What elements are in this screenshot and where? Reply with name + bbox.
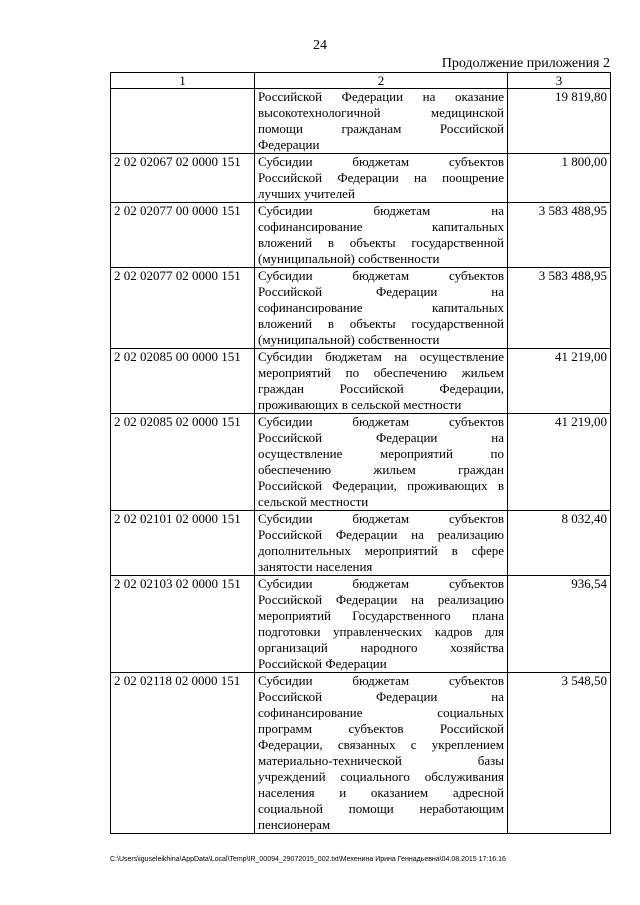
revenue-description (255, 576, 508, 673)
description-last-line: (муниципальной) собственности (258, 251, 440, 266)
description-line: софинансирование социальных (258, 705, 504, 720)
description-line: Российской Федерации на (258, 430, 504, 445)
description-line: программ субъектов Российской (258, 721, 504, 736)
description-line: мероприятий Государственного плана (258, 608, 504, 623)
amount: 936,54 (508, 576, 611, 673)
table-row (111, 414, 611, 511)
table-header-row (111, 73, 611, 89)
amount: 3 548,50 (508, 673, 611, 834)
description-line: подготовки управленческих кадров для (258, 624, 504, 639)
description-line: материально-технической базы (258, 753, 504, 768)
header-col-2: 2 (255, 73, 508, 89)
description-line: Субсидии бюджетам субъектов (258, 673, 504, 688)
description-line: Субсидии бюджетам на (258, 203, 504, 218)
budget-code (111, 89, 255, 154)
continuation-label: Продолжение приложения 2 (441, 56, 610, 71)
table-row (111, 268, 611, 349)
description-last-line: лучших учителей (258, 186, 355, 201)
table-row (111, 154, 611, 203)
appendix-table (110, 72, 611, 834)
description-last-line: Федерации (258, 137, 320, 152)
table-row (111, 576, 611, 673)
description-line: вложений в объекты государственной (258, 235, 504, 250)
description-line: помощи гражданам Российской (258, 121, 504, 136)
budget-code: 2 02 02101 02 0000 151 (111, 511, 255, 576)
description-last-line: (муниципальной) собственности (258, 332, 440, 347)
budget-code: 2 02 02077 00 0000 151 (111, 203, 255, 268)
description-line: граждан Российской Федерации, (258, 381, 504, 396)
description-line: софинансирование капитальных (258, 219, 504, 234)
description-line: Российской Федерации на (258, 689, 504, 704)
table-row (111, 203, 611, 268)
description-line: Субсидии бюджетам субъектов (258, 576, 504, 591)
description-line: высокотехнологичной медицинской (258, 105, 504, 120)
revenue-description (255, 154, 508, 203)
revenue-description (255, 673, 508, 834)
description-last-line: сельской местности (258, 494, 369, 509)
description-line: Российской Федерации на реализацию (258, 592, 504, 607)
description-line: Российской Федерации, проживающих в (258, 478, 504, 493)
description-line: Субсидии бюджетам субъектов (258, 414, 504, 429)
description-line: Федерации, связанных с укреплением (258, 737, 504, 752)
description-line: Российской Федерации на поощрение (258, 170, 504, 185)
budget-code: 2 02 02085 00 0000 151 (111, 349, 255, 414)
description-line: Субсидии бюджетам субъектов (258, 154, 504, 169)
description-last-line: проживающих в сельской местности (258, 397, 462, 412)
revenue-description (255, 203, 508, 268)
amount: 8 032,40 (508, 511, 611, 576)
amount: 1 800,00 (508, 154, 611, 203)
description-line: Российской Федерации на оказание (258, 89, 504, 104)
budget-code: 2 02 02118 02 0000 151 (111, 673, 255, 834)
amount: 3 583 488,95 (508, 203, 611, 268)
amount: 41 219,00 (508, 349, 611, 414)
description-line: учреждений социального обслуживания (258, 769, 504, 784)
revenue-description (255, 511, 508, 576)
page-number: 24 (313, 38, 327, 53)
description-line: Российской Федерации на реализацию (258, 527, 504, 542)
description-line: организаций народного хозяйства (258, 640, 504, 655)
description-line: Субсидии бюджетам субъектов (258, 268, 504, 283)
header-col-1: 1 (111, 73, 255, 89)
file-path-footer: C:\Users\iguseleikhina\AppData\Local\Temp\IR_00094_29072015_002.txt\Мехенина Ирина Геннадьевна\04.08.2015 17:16:16 (110, 856, 506, 863)
revenue-description (255, 349, 508, 414)
revenue-description (255, 414, 508, 511)
budget-code: 2 02 02067 02 0000 151 (111, 154, 255, 203)
budget-code: 2 02 02077 02 0000 151 (111, 268, 255, 349)
description-line: дополнительных мероприятий в сфере (258, 543, 504, 558)
description-line: Российской Федерации на (258, 284, 504, 299)
description-last-line: занятости населения (258, 559, 373, 574)
table-row (111, 349, 611, 414)
description-line: социальной помощи неработающим (258, 801, 504, 816)
description-last-line: Российской Федерации (258, 656, 387, 671)
description-last-line: пенсионерам (258, 817, 331, 832)
description-line: софинансирование капитальных (258, 300, 504, 315)
amount: 19 819,80 (508, 89, 611, 154)
budget-code: 2 02 02103 02 0000 151 (111, 576, 255, 673)
description-line: осуществление мероприятий по (258, 446, 504, 461)
description-line: вложений в объекты государственной (258, 316, 504, 331)
description-line: Субсидии бюджетам субъектов (258, 511, 504, 526)
table-row (111, 89, 611, 154)
description-line: населения и оказанием адресной (258, 785, 504, 800)
description-line: обеспечению жильем граждан (258, 462, 504, 477)
budget-code: 2 02 02085 02 0000 151 (111, 414, 255, 511)
table-row (111, 673, 611, 834)
table-row (111, 511, 611, 576)
revenue-description (255, 89, 508, 154)
revenue-description (255, 268, 508, 349)
description-line: Субсидии бюджетам на осуществление (258, 349, 504, 364)
description-line: мероприятий по обеспечению жильем (258, 365, 504, 380)
amount: 3 583 488,95 (508, 268, 611, 349)
header-col-3: 3 (508, 73, 611, 89)
amount: 41 219,00 (508, 414, 611, 511)
